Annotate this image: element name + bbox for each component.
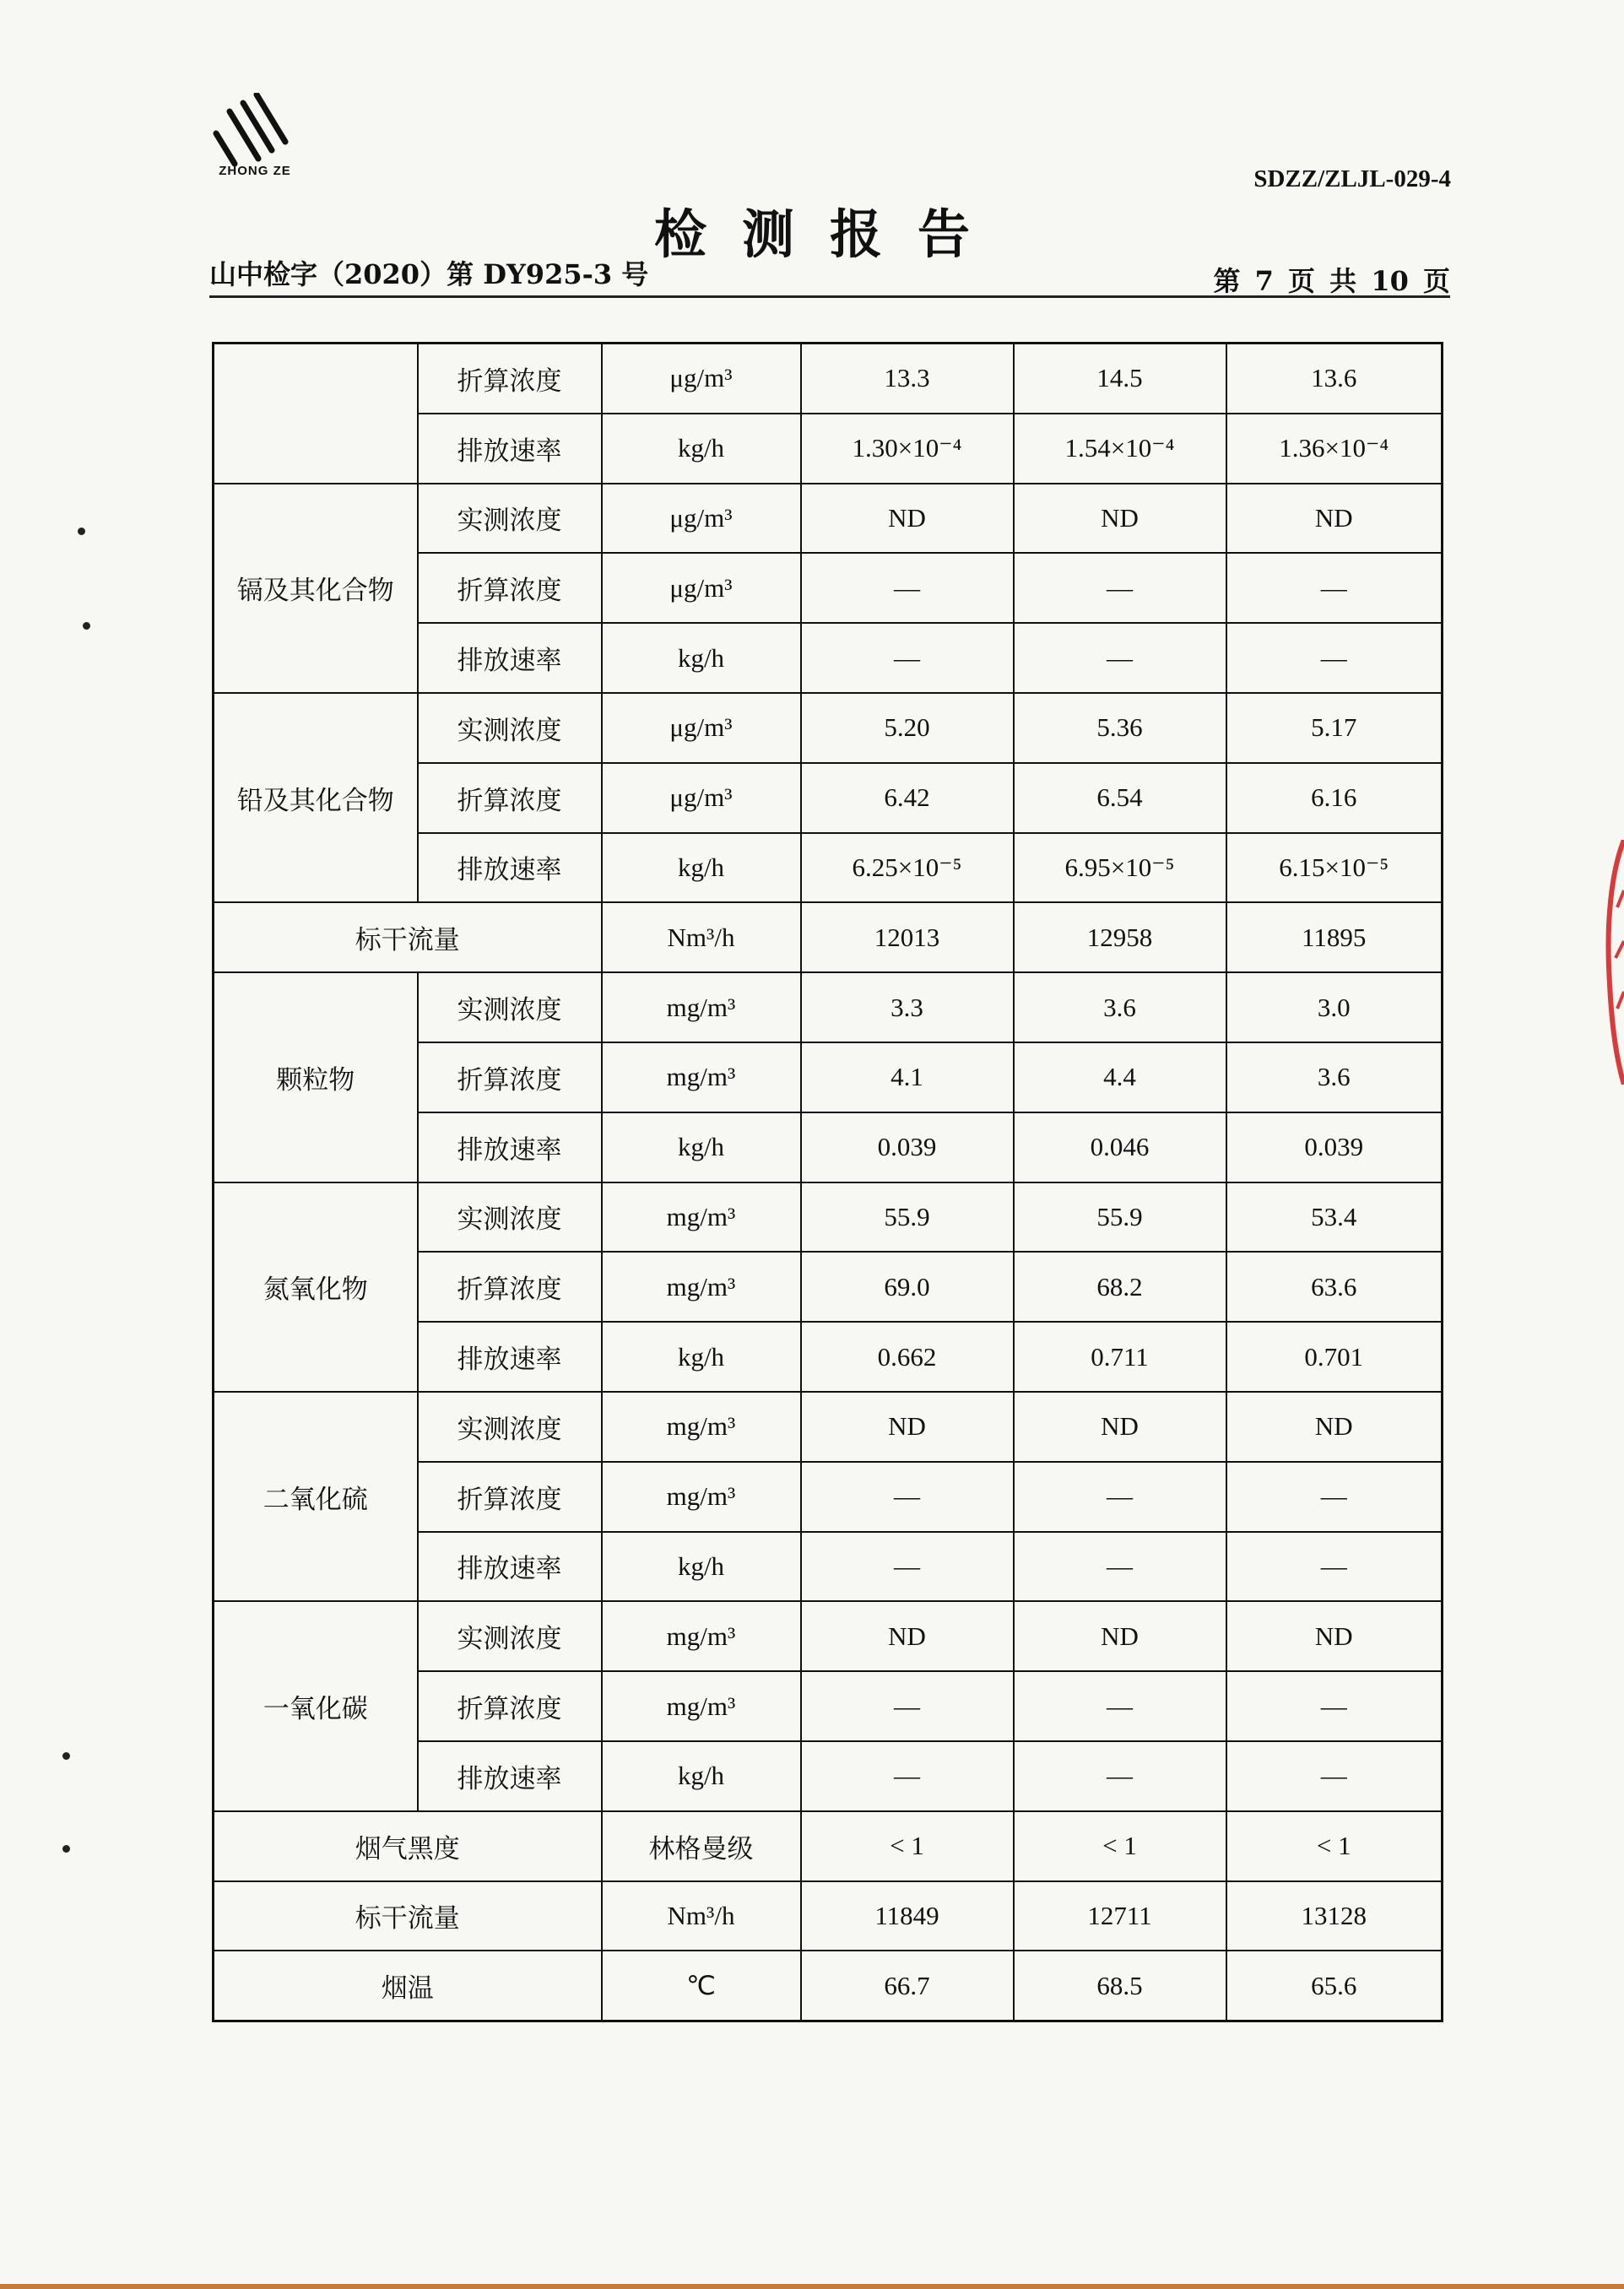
parameter-cell: 实测浓度 (418, 484, 602, 554)
value-cell: 6.54 (1014, 763, 1226, 833)
value-cell: 55.9 (801, 1182, 1014, 1253)
value-cell: 0.039 (801, 1112, 1014, 1182)
value-cell: — (1226, 553, 1443, 623)
parameter-cell: 折算浓度 (418, 553, 602, 623)
value-cell: ND (1014, 1601, 1226, 1671)
value-cell: 0.701 (1226, 1322, 1443, 1392)
scan-edge (0, 2284, 1624, 2289)
unit-cell: Nm³/h (602, 902, 801, 972)
unit-cell: kg/h (602, 1322, 801, 1392)
binding-hole-dot (62, 1845, 70, 1853)
value-cell: 13.3 (801, 344, 1014, 414)
value-cell: ND (1014, 484, 1226, 554)
value-cell: — (1014, 1532, 1226, 1602)
value-cell: — (1014, 623, 1226, 693)
value-cell: — (801, 553, 1014, 623)
parameter-cell: 排放速率 (418, 1741, 602, 1811)
binding-hole-dot (78, 528, 85, 535)
parameter-cell: 折算浓度 (418, 344, 602, 414)
value-cell: 13.6 (1226, 344, 1443, 414)
unit-cell: μg/m³ (602, 693, 801, 763)
unit-cell: kg/h (602, 1532, 801, 1602)
unit-cell: kg/h (602, 623, 801, 693)
value-cell: 5.17 (1226, 693, 1443, 763)
value-cell: 4.1 (801, 1042, 1014, 1112)
value-cell: 6.25×10⁻⁵ (801, 833, 1014, 903)
table-row (214, 344, 1443, 414)
parameter-cell: 排放速率 (418, 833, 602, 903)
value-cell: 11849 (801, 1881, 1014, 1951)
unit-cell: mg/m³ (602, 1671, 801, 1741)
value-cell: 1.30×10⁻⁴ (801, 414, 1014, 484)
parameter-cell: 折算浓度 (418, 1462, 602, 1532)
value-cell: 14.5 (1014, 344, 1226, 414)
item-cell: 铅及其化合物 (214, 693, 418, 902)
value-cell: — (1014, 1671, 1226, 1741)
table-row (214, 693, 1443, 763)
parameter-cell: 折算浓度 (418, 1671, 602, 1741)
unit-cell: mg/m³ (602, 1392, 801, 1462)
unit-cell: mg/m³ (602, 972, 801, 1042)
value-cell: — (1226, 1671, 1443, 1741)
value-cell: — (1226, 1532, 1443, 1602)
unit-cell: kg/h (602, 833, 801, 903)
unit-cell: μg/m³ (602, 344, 801, 414)
value-cell: 6.42 (801, 763, 1014, 833)
document-code: SDZZ/ZLJL-029-4 (1253, 165, 1451, 192)
value-cell: 4.4 (1014, 1042, 1226, 1112)
item-cell: 二氧化硫 (214, 1392, 418, 1601)
unit-cell: Nm³/h (602, 1881, 801, 1951)
value-cell: 55.9 (1014, 1182, 1226, 1253)
table-row (214, 1182, 1443, 1253)
item-cell (214, 344, 418, 484)
value-cell: 3.6 (1226, 1042, 1443, 1112)
value-cell: — (1226, 1741, 1443, 1811)
value-cell: ND (1014, 1392, 1226, 1462)
value-cell: ND (801, 484, 1014, 554)
item-cell: 标干流量 (214, 1881, 602, 1951)
unit-cell: mg/m³ (602, 1601, 801, 1671)
unit-cell: kg/h (602, 414, 801, 484)
value-cell: 12013 (801, 902, 1014, 972)
unit-cell: mg/m³ (602, 1462, 801, 1532)
parameter-cell: 实测浓度 (418, 1392, 602, 1462)
value-cell: — (1226, 1462, 1443, 1532)
value-cell: 68.2 (1014, 1252, 1226, 1322)
red-seal-stamp (1605, 840, 1624, 1085)
value-cell: 0.711 (1014, 1322, 1226, 1392)
value-cell: 63.6 (1226, 1252, 1443, 1322)
table-row (214, 1392, 1443, 1462)
value-cell: < 1 (1014, 1811, 1226, 1881)
item-cell: 烟温 (214, 1951, 602, 2021)
table-row (214, 1811, 1443, 1881)
page-number: 第 7 页 共 10 页 (1213, 265, 1450, 297)
unit-cell: mg/m³ (602, 1252, 801, 1322)
value-cell: 66.7 (801, 1951, 1014, 2021)
parameter-cell: 排放速率 (418, 1112, 602, 1182)
logo-text: ZHONG ZE (219, 164, 291, 178)
value-cell: < 1 (801, 1811, 1014, 1881)
unit-cell: μg/m³ (602, 763, 801, 833)
value-cell: — (1014, 553, 1226, 623)
value-cell: 5.36 (1014, 693, 1226, 763)
value-cell: — (801, 1741, 1014, 1811)
value-cell: — (801, 1532, 1014, 1602)
value-cell: 6.16 (1226, 763, 1443, 833)
parameter-cell: 实测浓度 (418, 1601, 602, 1671)
value-cell: — (801, 623, 1014, 693)
value-cell: ND (1226, 484, 1443, 554)
binding-hole-dot (83, 622, 90, 630)
unit-cell: μg/m³ (602, 484, 801, 554)
value-cell: 3.6 (1014, 972, 1226, 1042)
value-cell: 6.95×10⁻⁵ (1014, 833, 1226, 903)
table-row (214, 972, 1443, 1042)
unit-cell: μg/m³ (602, 553, 801, 623)
value-cell: 12711 (1014, 1881, 1226, 1951)
value-cell: 0.046 (1014, 1112, 1226, 1182)
value-cell: 53.4 (1226, 1182, 1443, 1253)
value-cell: — (1014, 1462, 1226, 1532)
parameter-cell: 排放速率 (418, 414, 602, 484)
value-cell: — (1014, 1741, 1226, 1811)
value-cell: 69.0 (801, 1252, 1014, 1322)
value-cell: < 1 (1226, 1811, 1443, 1881)
value-cell: — (801, 1671, 1014, 1741)
binding-hole-dot (62, 1752, 70, 1760)
item-cell: 颗粒物 (214, 972, 418, 1182)
table-row (214, 1601, 1443, 1671)
value-cell: 0.039 (1226, 1112, 1443, 1182)
parameter-cell: 实测浓度 (418, 693, 602, 763)
results-table (212, 342, 1443, 2022)
item-cell: 一氧化碳 (214, 1601, 418, 1810)
unit-cell: mg/m³ (602, 1182, 801, 1253)
value-cell: 3.0 (1226, 972, 1443, 1042)
table-row (214, 1951, 1443, 2021)
item-cell: 标干流量 (214, 902, 602, 972)
item-cell: 镉及其化合物 (214, 484, 418, 693)
unit-cell: ℃ (602, 1951, 801, 2021)
value-cell: ND (801, 1601, 1014, 1671)
value-cell: 0.662 (801, 1322, 1014, 1392)
value-cell: 11895 (1226, 902, 1443, 972)
value-cell: 3.3 (801, 972, 1014, 1042)
value-cell: 68.5 (1014, 1951, 1226, 2021)
report-number: 山中检字（2020）第 DY925-3 号 (209, 258, 649, 290)
table-row (214, 484, 1443, 554)
value-cell: — (1226, 623, 1443, 693)
page-title: 检测报告 (653, 203, 1005, 265)
parameter-cell: 排放速率 (418, 1532, 602, 1602)
value-cell: 65.6 (1226, 1951, 1443, 2021)
value-cell: — (801, 1462, 1014, 1532)
item-cell: 氮氧化物 (214, 1182, 418, 1392)
value-cell: 12958 (1014, 902, 1226, 972)
parameter-cell: 折算浓度 (418, 1042, 602, 1112)
value-cell: 1.54×10⁻⁴ (1014, 414, 1226, 484)
value-cell: 5.20 (801, 693, 1014, 763)
table-row (214, 902, 1443, 972)
value-cell: ND (801, 1392, 1014, 1462)
unit-cell: kg/h (602, 1741, 801, 1811)
unit-cell: 林格曼级 (602, 1811, 801, 1881)
value-cell: 13128 (1226, 1881, 1443, 1951)
unit-cell: mg/m³ (602, 1042, 801, 1112)
parameter-cell: 实测浓度 (418, 1182, 602, 1253)
header-divider (209, 295, 1450, 298)
parameter-cell: 折算浓度 (418, 763, 602, 833)
unit-cell: kg/h (602, 1112, 801, 1182)
value-cell: ND (1226, 1392, 1443, 1462)
value-cell: ND (1226, 1601, 1443, 1671)
item-cell: 烟气黑度 (214, 1811, 602, 1881)
table-row (214, 1881, 1443, 1951)
value-cell: 6.15×10⁻⁵ (1226, 833, 1443, 903)
parameter-cell: 折算浓度 (418, 1252, 602, 1322)
value-cell: 1.36×10⁻⁴ (1226, 414, 1443, 484)
parameter-cell: 排放速率 (418, 1322, 602, 1392)
parameter-cell: 排放速率 (418, 623, 602, 693)
parameter-cell: 实测浓度 (418, 972, 602, 1042)
